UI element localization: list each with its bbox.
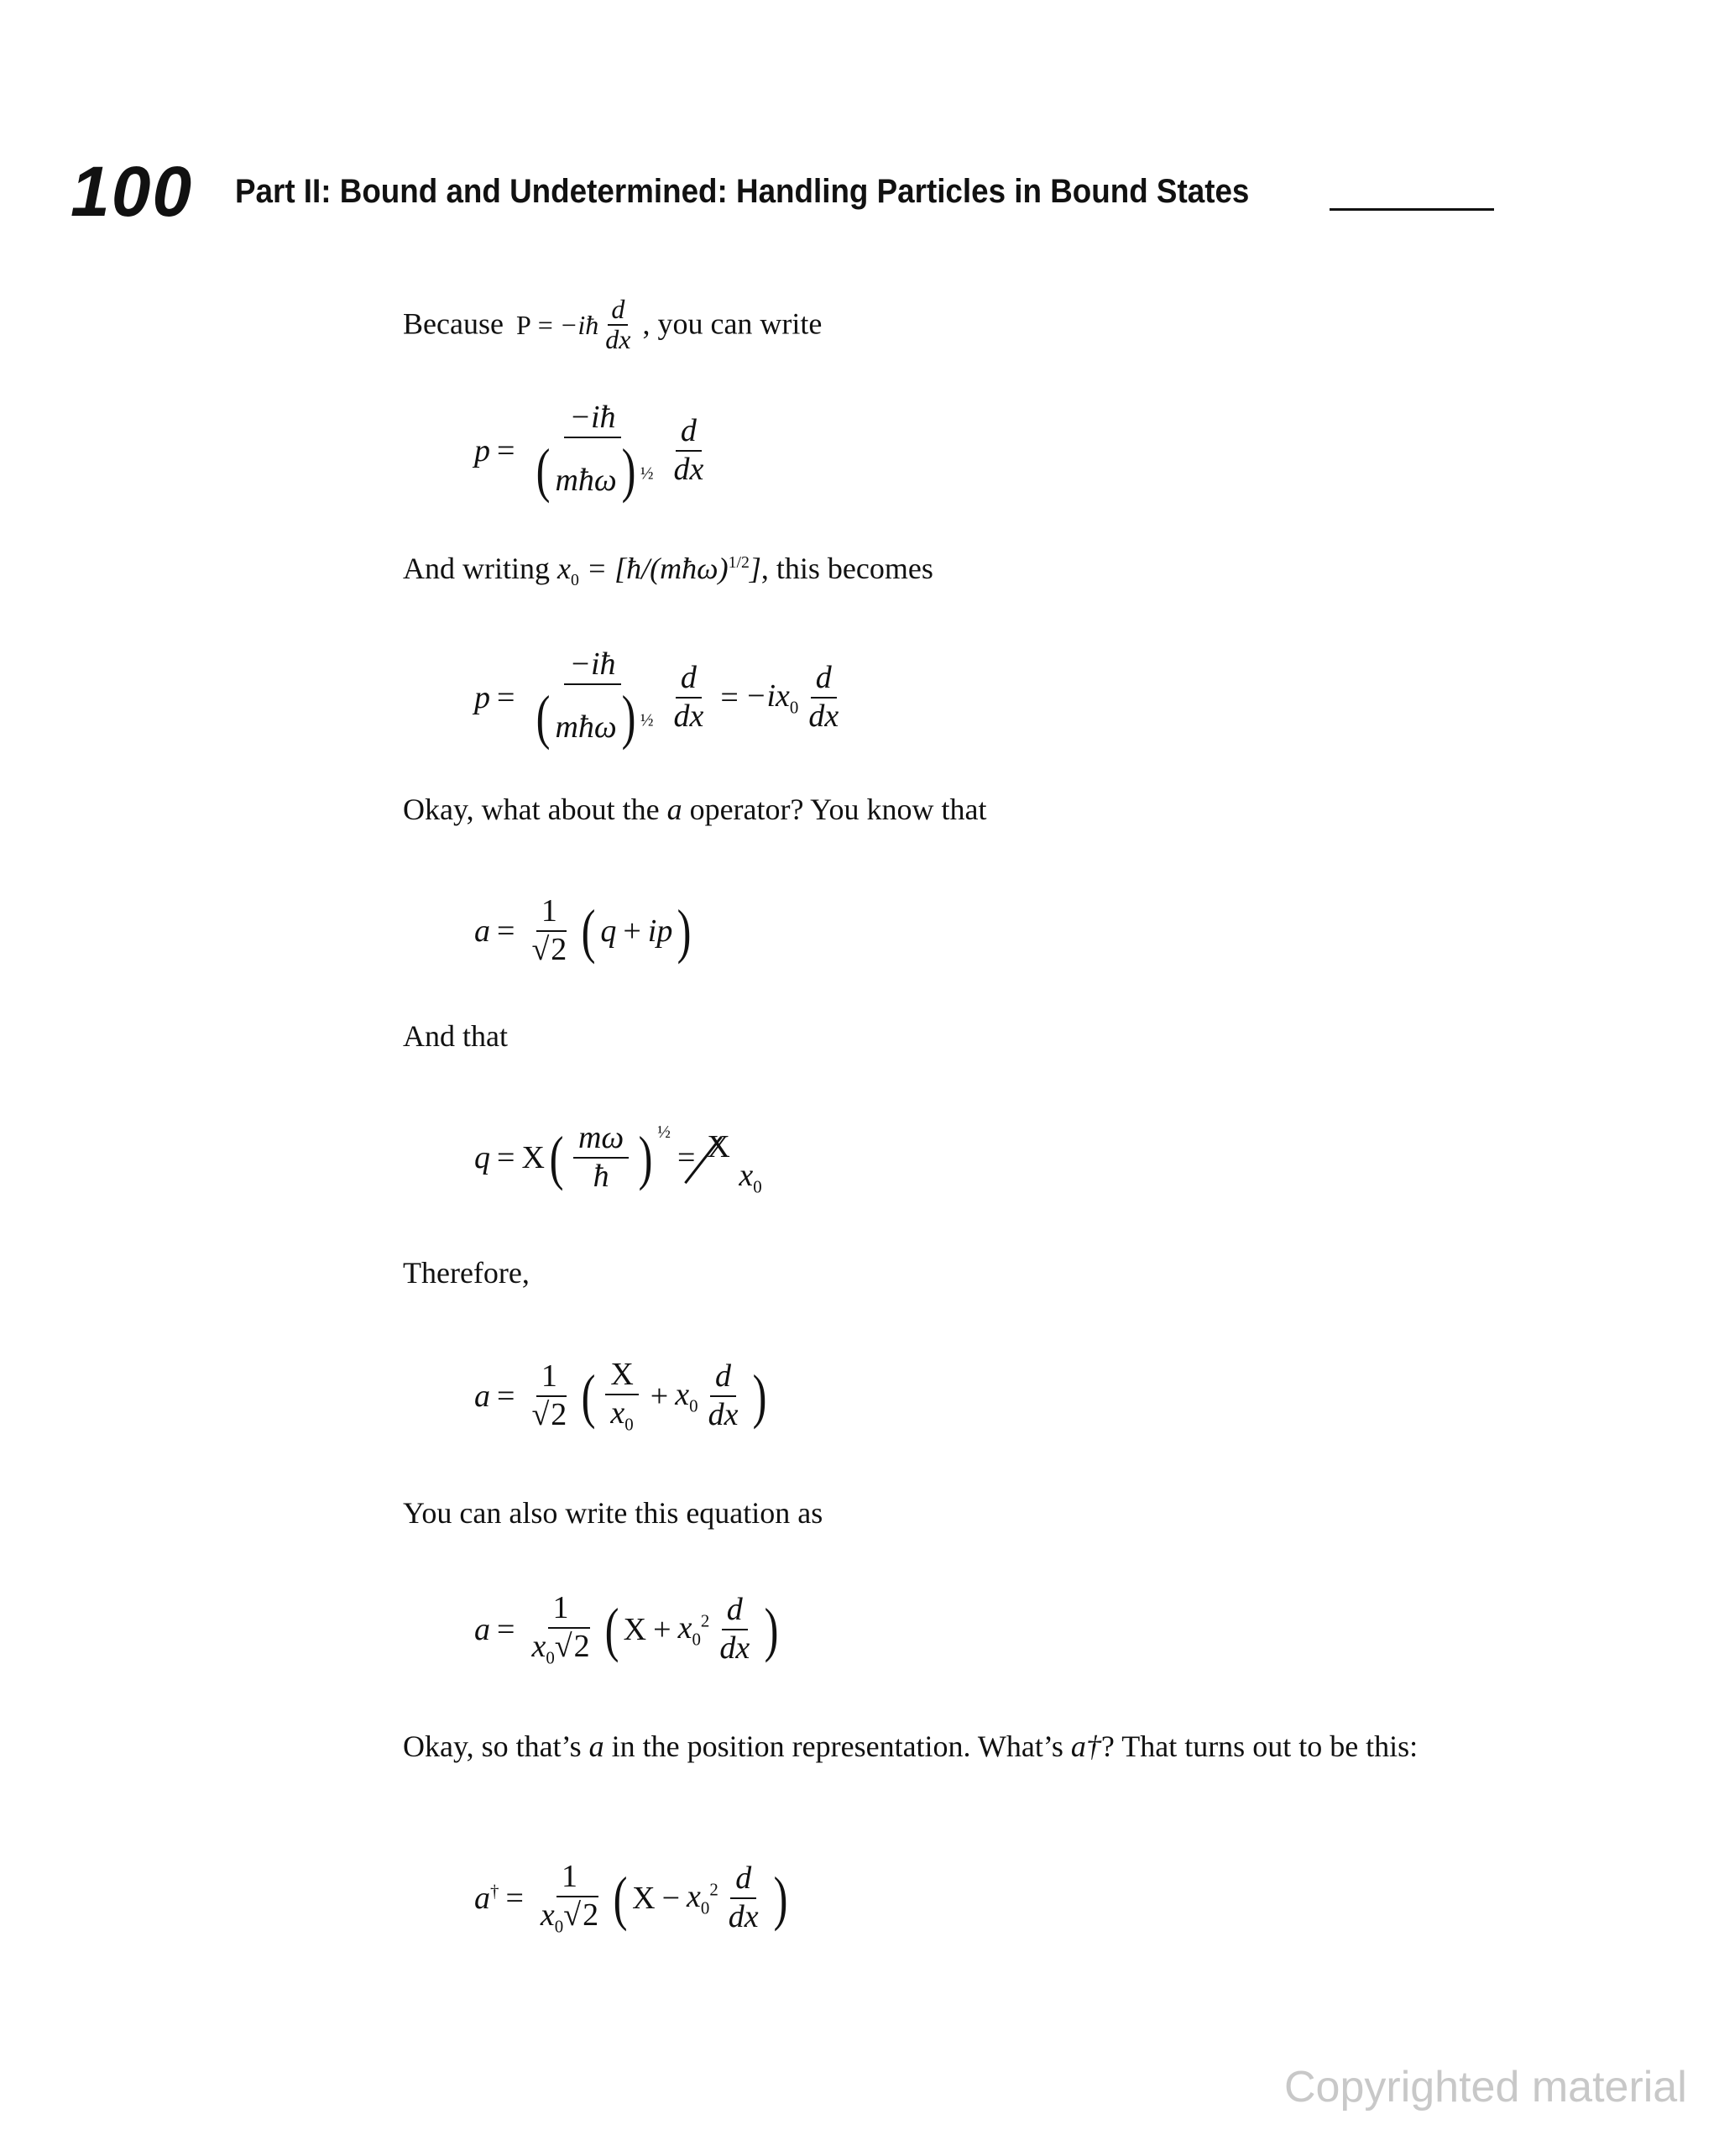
running-head: Part II: Bound and Undetermined: Handling Particles in Bound States bbox=[235, 173, 1250, 210]
p2-text-after: , this becomes bbox=[760, 552, 933, 585]
page-header bbox=[71, 151, 1497, 231]
p7-text-after: ? That turns out to be this: bbox=[1100, 1730, 1419, 1763]
paragraph-2 bbox=[403, 544, 1494, 599]
equation-7: a† = $\frac{1}{x_0√2}$ ( X − $x_0^2$ $\frac{d}{dx}$ ) bbox=[474, 1859, 788, 1937]
page-number: 100 bbox=[71, 152, 194, 231]
p7-text-before: Okay, so that’s bbox=[403, 1730, 582, 1763]
p3-text-after: operator? You know that bbox=[689, 793, 987, 826]
p7-var2: a† bbox=[1070, 1730, 1101, 1763]
paragraph-4: And that bbox=[403, 1019, 508, 1053]
p2-text-before: And writing bbox=[403, 552, 550, 585]
paragraph-7 bbox=[403, 1728, 1494, 1765]
equation-3: a = $\frac{1}{√2}$ ( q + ip ) bbox=[474, 893, 692, 967]
equation-2: p = $\frac{-iħ}{( mħ\omega) ^{\frac{1}{2}}}$ $\frac{d}{dx}$ = $-ix_0$ $\frac{d}{dx}$ bbox=[474, 646, 839, 751]
p1-formula: P = −iħ $\frac{d}{dx}$ bbox=[515, 294, 631, 354]
equation-4: q = X ( $\frac{m\omega}{ħ}$ ) $^{\frac{1}{2}}$ = X $x_0$ bbox=[474, 1122, 774, 1194]
equation-6: a = $\frac{1}{x_0√2}$ ( X + $x_0^2$ $\frac{d}{dx}$ ) bbox=[474, 1590, 779, 1668]
p3-var: a bbox=[666, 793, 682, 826]
copyright-watermark: Copyrighted material bbox=[1284, 2063, 1687, 2112]
p3-text-before: Okay, what about the bbox=[403, 793, 660, 826]
p1-text-before: Because bbox=[403, 306, 504, 341]
slash-fraction: X $x_0$ bbox=[707, 1128, 774, 1187]
paragraph-5: Therefore, bbox=[403, 1256, 530, 1290]
paragraph-1 bbox=[403, 296, 1494, 353]
paragraph-3 bbox=[403, 791, 1494, 828]
equation-1: p = $\frac{-iħ}{( mħ\omega) ^{\frac{1}{2}}}$ $\frac{d}{dx}$ bbox=[474, 400, 704, 504]
equation-5: a = $\frac{1}{√2}$ ( $\frac{X}{x_0}$ + $x_0$ $\frac{d}{dx}$ ) bbox=[474, 1357, 767, 1435]
paragraph-6: You can also write this equation as bbox=[403, 1496, 823, 1530]
p7-text-mid: in the position representation. What’s bbox=[611, 1730, 1063, 1763]
p7-var: a bbox=[588, 1730, 604, 1763]
p1-text-after: , you can write bbox=[642, 306, 823, 341]
p2-formula: $x_0$ = [ħ/(mħω)$^{1/2}$] bbox=[557, 552, 761, 590]
header-rule bbox=[1330, 208, 1494, 211]
